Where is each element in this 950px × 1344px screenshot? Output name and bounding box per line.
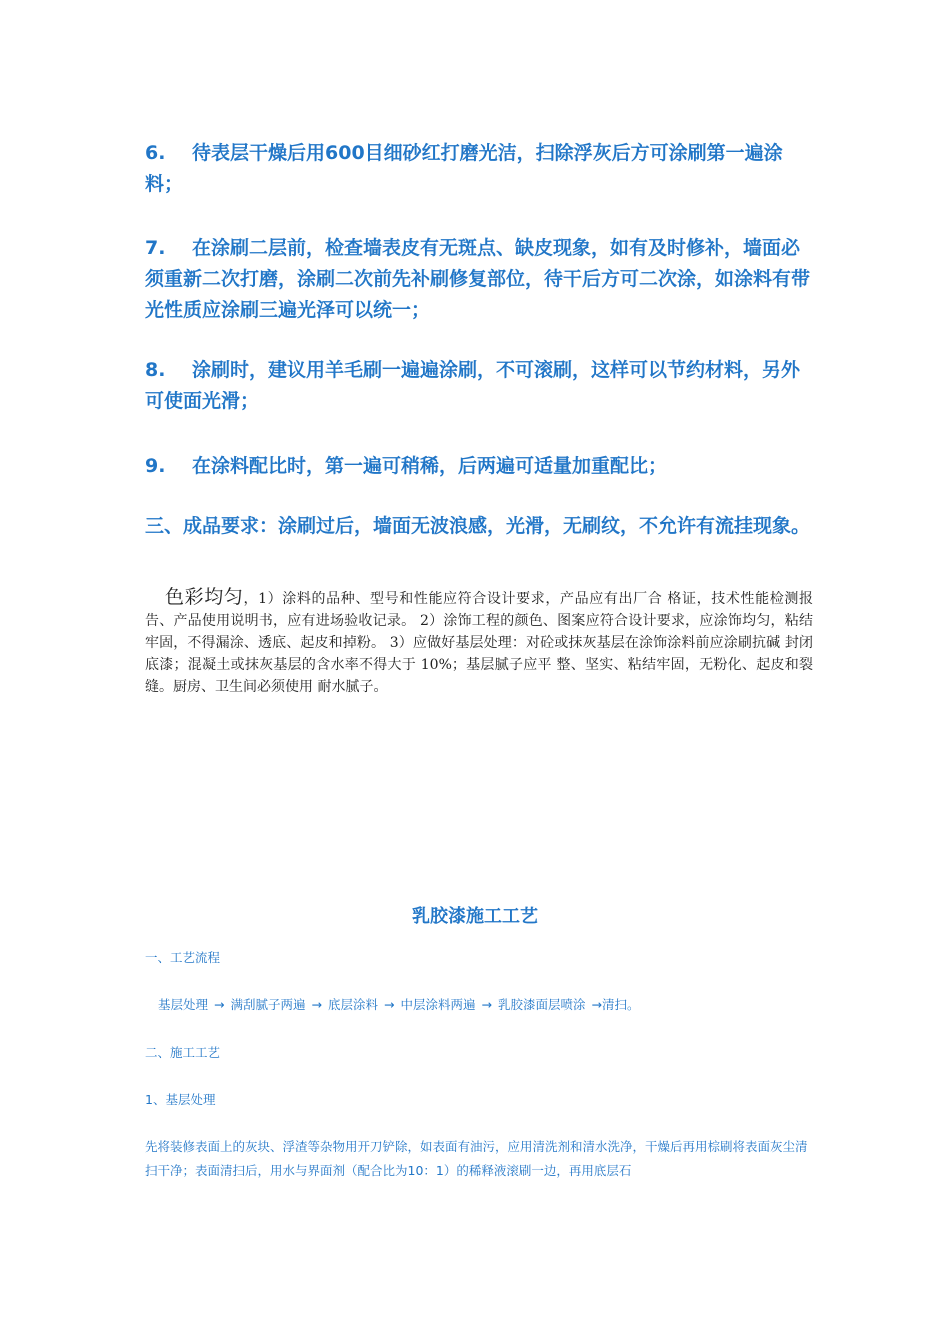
arrow-icon: → [384, 997, 395, 1012]
flow-step: 中层涂料两遍 [400, 997, 476, 1012]
step-number: 9. [145, 455, 166, 477]
step-6 [145, 138, 810, 200]
flow-step: 基层处理 [158, 997, 209, 1012]
step-text: 在涂料配比时，第一遍可稍稀，后两遍可适量加重配比； [192, 455, 668, 477]
step-text: 涂刷时，建议用羊毛刷一遍遍涂刷，不可滚刷，这样可以节约材料，另外可使面光滑； [145, 359, 801, 412]
paragraph-lead: 色彩均匀 [165, 586, 244, 608]
flow-step: 底层涂料 [328, 997, 379, 1012]
flow-step: 乳胶漆面层喷涂 [498, 997, 586, 1012]
arrow-icon: → [481, 997, 492, 1012]
step-8 [145, 355, 810, 417]
arrow-icon: → [214, 997, 225, 1012]
heading-process-flow: 一、工艺流程 [145, 950, 221, 965]
step-number: 6. [145, 142, 166, 164]
paragraph-text: ，1）涂料的品种、型号和性能应符合设计要求，产品应有出厂合 格证，技术性能检测报告、产品使用说明书，应有进场验收记录。 2）涂饰工程的颜色、图案应符合设计要求，应涂饰均匀，粘结 牢固，不得漏涂、透底、起皮和掉粉。 3）应做好基层处理：对砼或抹灰基层在涂饰涂料前应涂刷抗碱 封闭底漆；混凝土或抹灰基层的含水率不得大于 10%；基层腻子应平 整、坚实、粘结牢固，无粉化、起皮和裂缝。厨房、卫生间必须使用 耐水腻子。 [145, 591, 813, 695]
step-7 [145, 233, 810, 326]
section-3-heading: 三、成品要求：涂刷过后，墙面无波浪感，光滑，无刷纹，不允许有流挂现象。 [145, 515, 811, 537]
heading-construction: 二、施工工艺 [145, 1045, 221, 1060]
step-number: 8. [145, 359, 166, 381]
arrow-icon: → [591, 997, 602, 1012]
arrow-icon: → [311, 997, 322, 1012]
step-number: 7. [145, 237, 166, 259]
step-text: 待表层干燥后用600目细砂红打磨光洁，扫除浮灰后方可涂刷第一遍涂料； [145, 142, 783, 195]
flow-step: 清扫。 [602, 997, 640, 1012]
step-9 [145, 451, 810, 482]
flow-step: 满刮腻子两遍 [230, 997, 306, 1012]
page-title: 乳胶漆施工工艺 [412, 906, 538, 927]
subheading-base-treatment: 1、基层处理 [145, 1092, 216, 1107]
requirements-paragraph [145, 586, 813, 698]
process-flow [158, 993, 826, 1017]
step-text: 在涂刷二层前，检查墙表皮有无斑点、缺皮现象，如有及时修补，墙面必须重新二次打磨，涂刷二次前先补刷修复部位，待干后方可二次涂，如涂料有带光性质应涂刷三遍光泽可以统一； [145, 237, 811, 321]
base-treatment-text: 先将装修表面上的灰块、浮渣等杂物用开刀铲除，如表面有油污，应用清洗剂和清水洗净，干燥后再用棕刷将表面灰尘清扫干净；表面清扫后，用水与界面剂（配合比为10：1）的稀释液滚刷一边，再用底层石 [145, 1139, 808, 1178]
